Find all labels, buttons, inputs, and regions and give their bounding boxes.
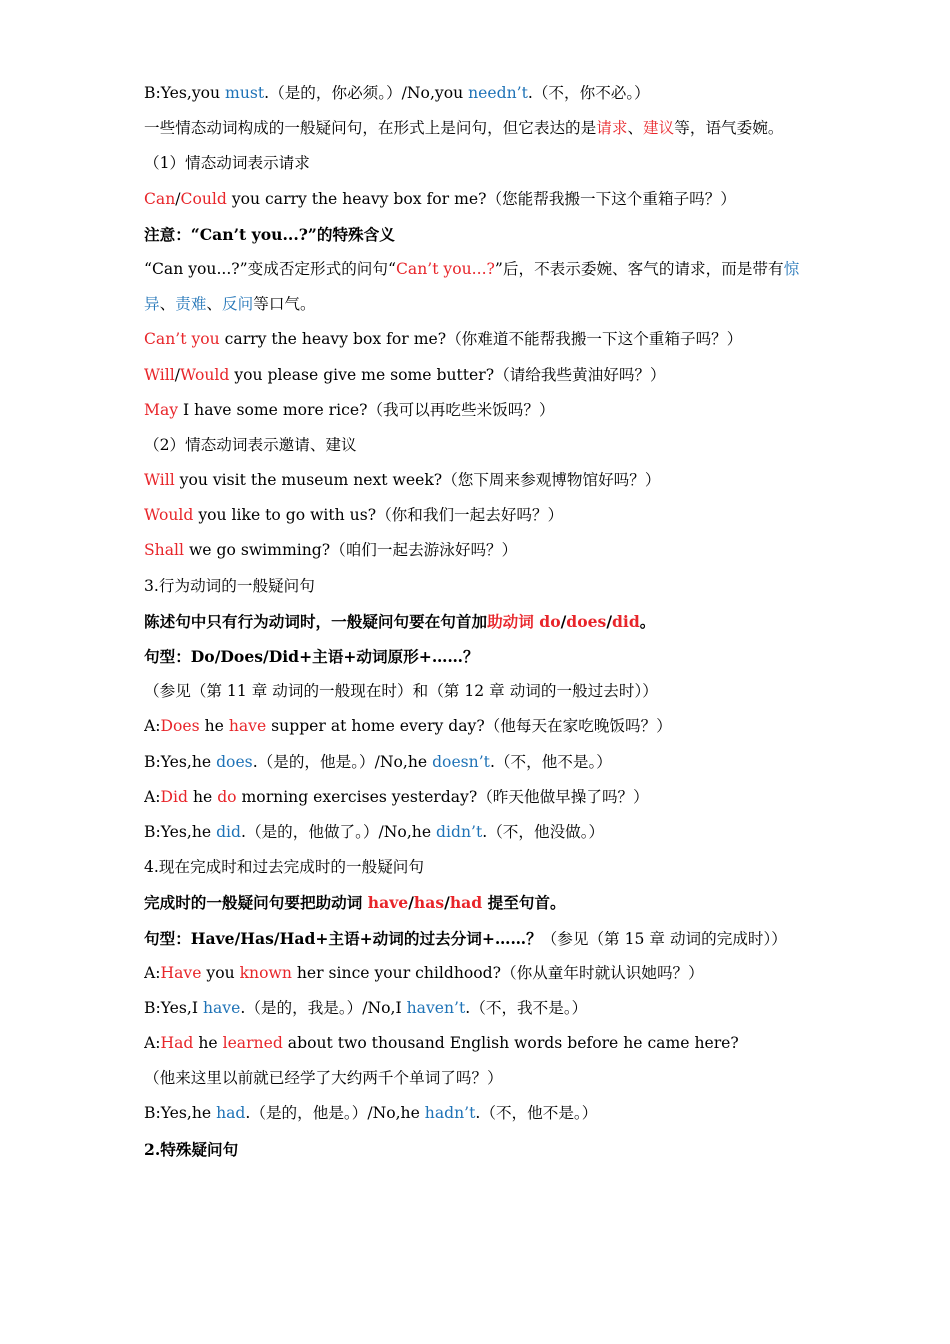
highlight-red-text: learned	[222, 1034, 283, 1053]
text-line	[144, 111, 814, 146]
text-segment: .（是的，你必须。）/No,you	[264, 84, 469, 102]
text-segment: /	[606, 611, 613, 631]
highlight-blue-text: needn’t	[468, 84, 528, 102]
text-segment: her since your childhood?（你从童年时就认识她吗？）	[291, 963, 704, 982]
text-segment: /	[175, 189, 181, 208]
text-segment: .（是的，他做了。）/No,he	[241, 822, 437, 841]
text-segment: 2.特殊疑问句	[144, 1139, 239, 1159]
text-line	[144, 569, 814, 604]
text-segment: B:Yes,he	[144, 822, 217, 841]
text-line	[144, 956, 814, 991]
text-segment: 、	[159, 295, 176, 314]
highlight-red-text: do	[217, 787, 237, 806]
text-line	[144, 533, 814, 568]
text-segment: /	[408, 893, 414, 913]
text-line	[144, 463, 814, 498]
text-line	[144, 745, 814, 780]
text-segment: 注意：“Can’t you...?”的特殊含义	[144, 224, 395, 244]
text-segment: .（不，他不是。）	[489, 752, 612, 771]
highlight-red-text: 建议	[643, 119, 675, 138]
text-line	[144, 322, 814, 357]
text-line	[144, 991, 814, 1026]
text-segment: you visit the museum next week?（您下周来参观博物馆好吗？）	[174, 471, 661, 490]
text-segment: A:	[144, 717, 161, 736]
highlight-red-text: Can’t you	[144, 330, 220, 349]
highlight-blue-text: hadn’t	[424, 1104, 476, 1123]
text-segment: （他来这里以前就已经学了大约两千个单词了吗？）	[144, 1069, 503, 1088]
text-line	[144, 1132, 814, 1167]
text-line	[144, 217, 814, 252]
text-line	[144, 780, 814, 815]
highlight-blue-text: doesn’t	[432, 752, 490, 771]
highlight-blue-text: didn’t	[436, 822, 483, 841]
text-segment: .（是的，他是。）/No,he	[252, 752, 433, 771]
text-segment: .（不，他没做。）	[482, 822, 605, 841]
highlight-red-text: 助动词 do	[487, 611, 561, 631]
text-segment: .（是的，我是。）/No,I	[240, 998, 407, 1017]
text-line	[144, 885, 814, 920]
highlight-blue-text: did	[216, 822, 242, 841]
text-segment: you carry the heavy box for me?（您能帮我搬一下这个重箱子吗？）	[226, 189, 736, 208]
text-segment: you please give me some butter?（请给我些黄油好吗？）	[229, 365, 666, 384]
text-line	[144, 182, 814, 217]
text-segment: ”后，不表示委婉、客气的请求，而是带有	[494, 259, 784, 278]
highlight-red-text: 请求	[596, 119, 628, 138]
text-segment: 一些情态动词构成的一般疑问句，在形式上是问句，但它表达的是	[144, 119, 597, 138]
text-line	[144, 815, 814, 850]
highlight-red-text: Have	[160, 963, 202, 982]
text-segment: （参见（第 11 章 动词的一般现在时）和（第 12 章 动词的一般过去时））	[144, 682, 658, 701]
text-segment: 陈述句中只有行为动词时，一般疑问句要在句首加	[144, 611, 488, 631]
highlight-red-text: have	[228, 717, 267, 736]
text-line	[144, 498, 814, 533]
highlight-blue-text: haven’t	[406, 998, 466, 1017]
text-line	[144, 146, 814, 181]
text-segment: he	[188, 787, 218, 806]
highlight-red-text: Could	[180, 189, 227, 208]
text-line	[144, 1061, 814, 1096]
text-segment: “Can you...?”变成否定形式的问句“	[144, 259, 396, 278]
highlight-red-text: Had	[160, 1034, 194, 1053]
text-segment: 句型：Do/Does/Did+主语+动词原形+……？	[144, 647, 479, 667]
text-segment: 等，语气委婉。	[674, 119, 784, 138]
text-line	[144, 639, 814, 674]
text-line	[144, 358, 814, 393]
text-segment: he	[199, 717, 229, 736]
highlight-red-text: did	[612, 611, 640, 631]
text-segment: 提至句首。	[482, 893, 566, 913]
highlight-red-text: Does	[160, 717, 200, 736]
highlight-red-text: does	[566, 611, 607, 631]
highlight-blue-text: does	[216, 752, 253, 771]
document-page	[144, 76, 814, 1167]
text-segment: 句型：Have/Has/Had+主语+动词的过去分词+……？	[144, 928, 542, 948]
text-segment: morning exercises yesterday?（昨天他做早操了吗？）	[236, 787, 649, 806]
text-segment: （2）情态动词表示邀请、建议	[144, 435, 357, 454]
text-segment: supper at home every day?（他每天在家吃晚饭吗？）	[266, 717, 672, 736]
text-segment: you like to go with us?（你和我们一起去好吗？）	[193, 506, 564, 525]
text-segment: you	[201, 963, 240, 982]
text-segment: （1）情态动词表示请求	[144, 154, 310, 173]
text-segment: /	[444, 893, 450, 913]
text-segment: we go swimming?（咱们一起去游泳好吗？）	[184, 541, 518, 560]
highlight-red-text: Will	[144, 365, 175, 384]
highlight-blue-text: 责难	[175, 295, 207, 314]
text-line	[144, 252, 814, 322]
highlight-red-text: have	[367, 893, 409, 913]
text-segment: B:Yes,I	[144, 998, 203, 1017]
text-line	[144, 76, 814, 111]
text-line	[144, 393, 814, 428]
text-line	[144, 850, 814, 885]
text-segment: about two thousand English words before he came here?	[282, 1034, 739, 1053]
text-segment: /	[560, 611, 567, 631]
highlight-blue-text: must	[225, 84, 265, 102]
text-segment: .（不，我不是。）	[465, 998, 588, 1017]
text-line	[144, 428, 814, 463]
text-line	[144, 1096, 814, 1131]
text-segment: 3.行为动词的一般疑问句	[144, 576, 315, 595]
text-segment: 。	[639, 611, 656, 631]
highlight-red-text: Can	[144, 189, 176, 208]
text-segment: 、	[206, 295, 223, 314]
text-line	[144, 921, 814, 956]
highlight-blue-text: 反问	[222, 295, 254, 314]
text-line	[144, 604, 814, 639]
text-segment: /	[174, 365, 180, 384]
text-line	[144, 709, 814, 744]
text-segment: 、	[627, 119, 644, 138]
text-segment: A:	[144, 1034, 161, 1053]
highlight-blue-text: have	[202, 998, 241, 1017]
highlight-blue-text: 惊异	[144, 259, 800, 314]
text-segment: .（不，你不必。）	[527, 84, 650, 102]
highlight-blue-text: had	[216, 1104, 246, 1123]
text-segment: B:Yes,you	[144, 84, 226, 102]
text-line	[144, 674, 814, 709]
text-segment: （参见（第 15 章 动词的完成时））	[541, 929, 787, 948]
text-segment: 等口气。	[253, 295, 316, 314]
text-segment: carry the heavy box for me?（你难道不能帮我搬一下这个重箱子吗？）	[219, 330, 743, 349]
highlight-red-text: Would	[144, 506, 194, 525]
highlight-red-text: had	[449, 893, 483, 913]
highlight-red-text: Shall	[144, 541, 184, 560]
highlight-red-text: known	[239, 963, 292, 982]
highlight-red-text: May	[144, 400, 179, 419]
text-segment: B:Yes,he	[144, 752, 217, 771]
text-line	[144, 1026, 814, 1061]
text-segment: 4.现在完成时和过去完成时的一般疑问句	[144, 858, 424, 877]
text-segment: I have some more rice?（我可以再吃些米饭吗？）	[178, 400, 555, 419]
highlight-red-text: has	[413, 893, 445, 913]
text-segment: A:	[144, 963, 161, 982]
text-segment: 完成时的一般疑问句要把助动词	[144, 893, 368, 913]
text-segment: B:Yes,he	[144, 1104, 217, 1123]
text-segment: A:	[144, 787, 161, 806]
text-segment: he	[193, 1034, 223, 1053]
highlight-red-text: Did	[160, 787, 188, 806]
highlight-red-text: Can’t you...?	[395, 259, 495, 278]
highlight-red-text: Will	[144, 471, 175, 490]
text-segment: .（是的，他是。）/No,he	[245, 1104, 425, 1123]
highlight-red-text: Would	[179, 365, 230, 384]
text-segment: .（不，他不是。）	[475, 1104, 598, 1123]
